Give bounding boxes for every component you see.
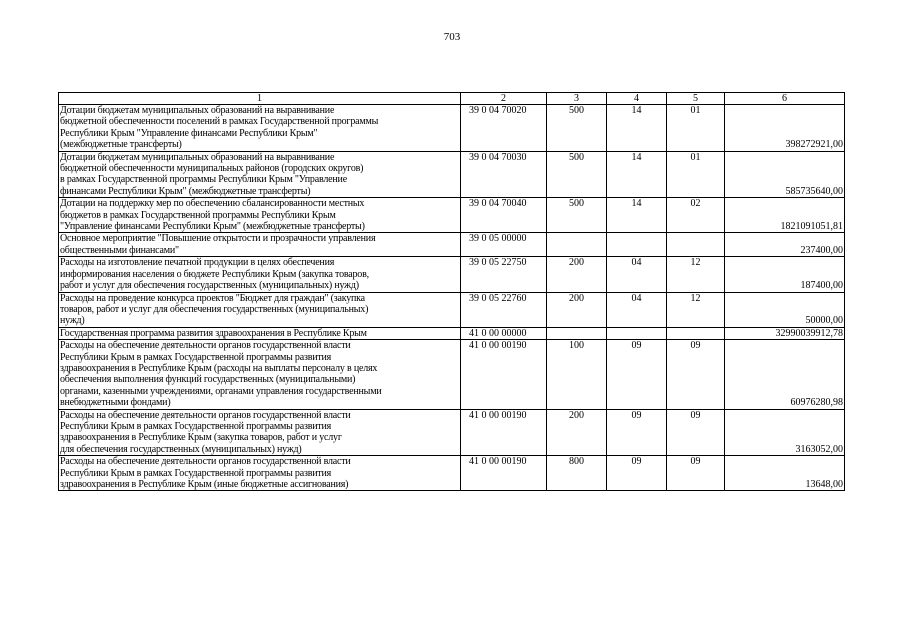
target-article-code: 39 0 04 70030: [461, 151, 547, 198]
table-row: [59, 327, 845, 339]
description-line: Республики Крым в рамках Государственной программы развития: [60, 467, 332, 479]
row-description: [59, 151, 461, 198]
amount: 50000,00: [725, 292, 845, 327]
description-line: бюджетной обеспеченности поселений в рамках Государственной программы: [60, 116, 379, 128]
description-line: Дотации бюджетам муниципальных образований на выравнивание: [60, 151, 335, 163]
expense-type-code: 500: [547, 151, 607, 198]
expense-type-code: 800: [547, 456, 607, 491]
description-line: Расходы на обеспечение деятельности органов государственной власти: [60, 409, 351, 421]
description-line: в рамках Государственной программы Республики Крым "Управление: [60, 174, 347, 186]
description-line: обеспечения выполнения функций государственных (муниципальными): [60, 374, 356, 386]
section-code: [607, 233, 667, 257]
description-line: внебюджетными фондами): [60, 397, 171, 409]
table-row: [59, 151, 845, 198]
section-code: 14: [607, 105, 667, 152]
row-description: [59, 198, 461, 233]
amount: 398272921,00: [725, 105, 845, 152]
section-code: 14: [607, 198, 667, 233]
description-line: Расходы на обеспечение деятельности органов государственной власти: [60, 340, 351, 352]
subsection-code: [667, 233, 725, 257]
row-description: [59, 105, 461, 152]
description-line: Государственная программа развития здравоохранения в Республике Крым: [60, 327, 367, 339]
table-row: [59, 409, 845, 456]
expense-type-code: 200: [547, 409, 607, 456]
description-line: Республики Крым "Управление финансами Республики Крым": [60, 127, 318, 139]
amount: 32990039912,78: [725, 327, 845, 339]
row-description: [59, 327, 461, 339]
table-row: [59, 292, 845, 327]
amount: 3163052,00: [725, 409, 845, 456]
expense-type-code: 500: [547, 105, 607, 152]
column-header-1: 1: [59, 93, 461, 105]
description-line: (межбюджетные трансферты): [60, 139, 182, 151]
description-line: Расходы на изготовление печатной продукции в целях обеспечения: [60, 257, 335, 269]
subsection-code: 02: [667, 198, 725, 233]
description-line: финансами Республики Крым" (межбюджетные трансферты): [60, 185, 311, 197]
description-line: "Управление финансами Республики Крым" (межбюджетные трансферты): [60, 221, 365, 233]
target-article-code: 41 0 00 00190: [461, 340, 547, 409]
section-code: 09: [607, 456, 667, 491]
description-line: бюджетной обеспеченности муниципальных районов (городских округов): [60, 163, 364, 175]
section-code: 09: [607, 409, 667, 456]
expense-type-code: 100: [547, 340, 607, 409]
target-article-code: 39 0 05 22750: [461, 257, 547, 292]
expense-type-code: [547, 327, 607, 339]
expense-type-code: 200: [547, 257, 607, 292]
subsection-code: 09: [667, 456, 725, 491]
description-line: информирования населения о бюджете Республики Крым (закупка товаров,: [60, 268, 369, 280]
subsection-code: 01: [667, 105, 725, 152]
amount: 13648,00: [725, 456, 845, 491]
column-header-2: 2: [461, 93, 547, 105]
section-code: [607, 327, 667, 339]
expense-type-code: 200: [547, 292, 607, 327]
row-description: [59, 233, 461, 257]
description-line: Расходы на проведение конкурса проектов "Бюджет для граждан" (закупка: [60, 292, 365, 304]
description-line: работ и услуг для обеспечения государственных (муниципальных) нужд): [60, 280, 359, 292]
description-line: Республики Крым в рамках Государственной программы развития: [60, 351, 332, 363]
row-description: [59, 292, 461, 327]
description-line: Основное мероприятие "Повышение открытости и прозрачности управления: [60, 233, 376, 245]
table-row: [59, 233, 845, 257]
table-row: [59, 257, 845, 292]
section-code: 14: [607, 151, 667, 198]
target-article-code: 39 0 05 00000: [461, 233, 547, 257]
description-line: общественными финансами": [60, 244, 179, 256]
subsection-code: 12: [667, 257, 725, 292]
subsection-code: 09: [667, 409, 725, 456]
section-code: 04: [607, 257, 667, 292]
section-code: 09: [607, 340, 667, 409]
table-row: [59, 340, 845, 409]
column-header-4: 4: [607, 93, 667, 105]
row-description: [59, 340, 461, 409]
budget-table-body: [59, 93, 845, 491]
subsection-code: 09: [667, 340, 725, 409]
target-article-code: 41 0 00 00000: [461, 327, 547, 339]
column-header-6: 6: [725, 93, 845, 105]
amount: 237400,00: [725, 233, 845, 257]
amount: 585735640,00: [725, 151, 845, 198]
column-header-3: 3: [547, 93, 607, 105]
description-line: нужд): [60, 315, 85, 327]
description-line: Расходы на обеспечение деятельности органов государственной власти: [60, 456, 351, 468]
expense-type-code: 500: [547, 198, 607, 233]
subsection-code: 12: [667, 292, 725, 327]
description-line: здравоохранения в Республике Крым (расходы на выплаты персоналу в целях: [60, 362, 378, 374]
table-row: [59, 456, 845, 491]
page-number: 703: [443, 31, 461, 43]
description-line: здравоохранения в Республике Крым (иные бюджетные ассигнования): [60, 479, 349, 490]
table-header-row: [59, 93, 845, 105]
description-line: для обеспечения государственных (муниципальных) нужд): [60, 443, 302, 455]
budget-table: [58, 92, 845, 491]
description-line: Республики Крым в рамках Государственной программы развития: [60, 420, 332, 432]
row-description: [59, 456, 461, 491]
description-line: бюджетов в рамках Государственной программы Республики Крым: [60, 209, 336, 221]
amount: 187400,00: [725, 257, 845, 292]
amount: 1821091051,81: [725, 198, 845, 233]
section-code: 04: [607, 292, 667, 327]
description-line: органами, казенными учреждениями, органами управления государственными: [60, 385, 382, 397]
column-header-5: 5: [667, 93, 725, 105]
row-description: [59, 257, 461, 292]
target-article-code: 41 0 00 00190: [461, 409, 547, 456]
subsection-code: 01: [667, 151, 725, 198]
description-line: Дотации на поддержку мер по обеспечению сбалансированности местных: [60, 198, 365, 210]
target-article-code: 39 0 05 22760: [461, 292, 547, 327]
target-article-code: 41 0 00 00190: [461, 456, 547, 491]
row-description: [59, 409, 461, 456]
table-row: [59, 198, 845, 233]
description-line: Дотации бюджетам муниципальных образований на выравнивание: [60, 105, 335, 116]
description-line: здравоохранения в Республике Крым (закупка товаров, работ и услуг: [60, 432, 342, 444]
target-article-code: 39 0 04 70020: [461, 105, 547, 152]
description-line: товаров, работ и услуг для обеспечения государственных (муниципальных): [60, 303, 369, 315]
target-article-code: 39 0 04 70040: [461, 198, 547, 233]
table-row: [59, 105, 845, 152]
subsection-code: [667, 327, 725, 339]
amount: 60976280,98: [725, 340, 845, 409]
expense-type-code: [547, 233, 607, 257]
